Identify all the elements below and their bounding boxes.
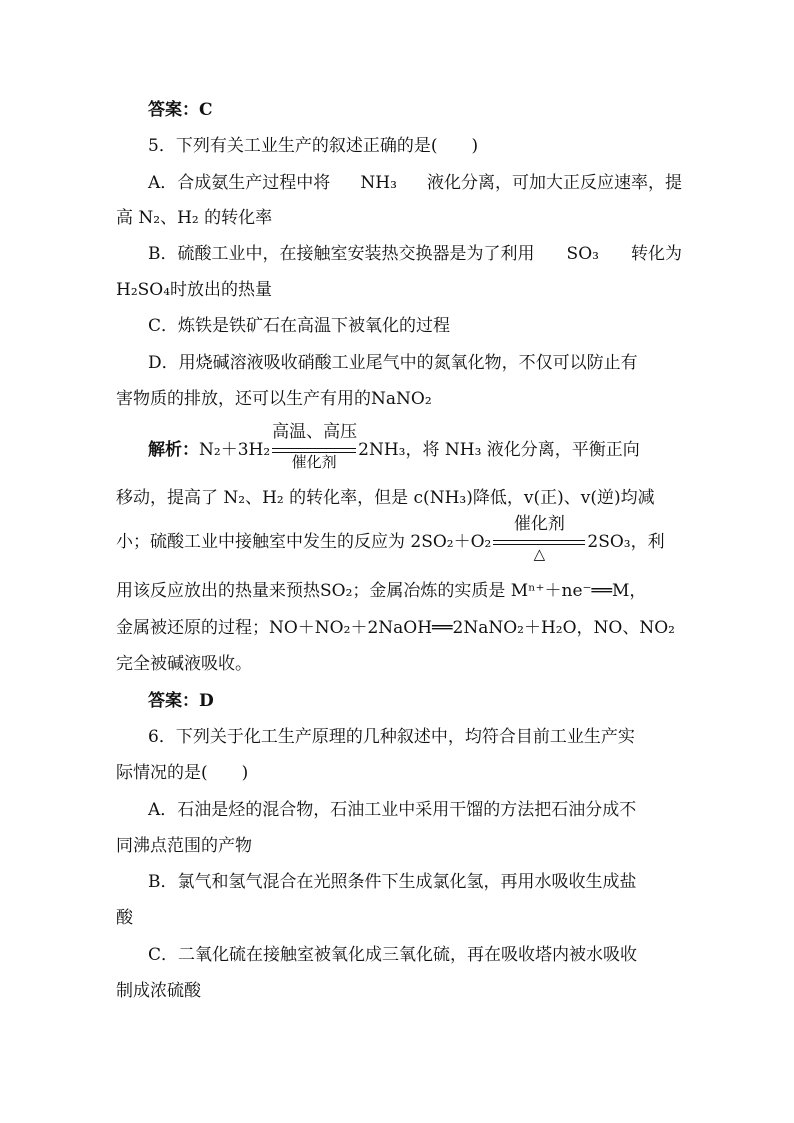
equilibrium-arrow-2: 催化剂 △ (493, 530, 585, 554)
q5-answer: 答案：D (148, 691, 214, 711)
q4-answer: 答案：C (148, 100, 213, 120)
q5-option-d-line1: D．用烧碱溶液吸收硝酸工业尾气中的氮氧化物，不仅可以防止有 (148, 353, 638, 373)
analysis-line2: 移动，提高了 N₂、H₂ 的转化率，但是 c(NH₃)降低，v(正)、v(逆)均减 (116, 488, 655, 508)
analysis-line1: 解析：N₂＋3H₂ 高温、高压 催化剂 2NH₃，将 NH₃ 液化分离，平衡正向 (148, 422, 640, 471)
q5-option-b-line1: B．硫酸工业中，在接触室安装热交换器是为了利用 SO₃ 转化为 (148, 244, 682, 264)
q5-option-b-line2: H₂SO₄时放出的热量 (116, 280, 273, 300)
q5-option-a-line1: A．合成氨生产过程中将 NH₃ 液化分离，可加大正反应速率，提 (148, 173, 682, 193)
q6-option-b-line2: 酸 (116, 908, 133, 928)
q6-option-c-line2: 制成浓硫酸 (116, 981, 201, 1001)
analysis-line3: 小；硫酸工业中接触室中发生的反应为 2SO₂＋O₂ 催化剂 △ 2SO₃，利 (116, 514, 665, 563)
q6-option-b-line1: B．氯气和氢气混合在光照条件下生成氯化氢，再用水吸收生成盐 (148, 872, 637, 892)
q6-stem-line1: 6．下列关于化工生产原理的几种叙述中，均符合目前工业生产实 (148, 727, 635, 747)
q5-option-c: C．炼铁是铁矿石在高温下被氧化的过程 (148, 316, 451, 336)
q6-stem-line2: 际情况的是( ) (116, 763, 249, 783)
q5-stem: 5．下列有关工业生产的叙述正确的是( ) (148, 136, 479, 156)
analysis-label: 解析： (148, 440, 199, 460)
q5-option-d-line2: 害物质的排放，还可以生产有用的NaNO₂ (116, 389, 432, 409)
analysis-line4: 用该反应放出的热量来预热SO₂；金属冶炼的实质是 Mⁿ⁺＋ne⁻══M， (116, 581, 647, 601)
q5-option-a-line2: 高 N₂、H₂ 的转化率 (116, 208, 273, 228)
equilibrium-arrow-1: 高温、高压 催化剂 (272, 422, 358, 471)
q6-option-c-line1: C．二氧化硫在接触室被氧化成三氧化硫，再在吸收塔内被水吸收 (148, 945, 638, 965)
analysis-line6: 完全被碱液吸收。 (116, 654, 252, 674)
q6-option-a-line2: 同沸点范围的产物 (116, 836, 252, 856)
q6-option-a-line1: A．石油是烃的混合物，石油工业中采用干馏的方法把石油分成不 (148, 800, 637, 820)
analysis-line5: 金属被还原的过程；NO＋NO₂＋2NaOH══2NaNO₂＋H₂O，NO、NO₂ (116, 618, 675, 638)
